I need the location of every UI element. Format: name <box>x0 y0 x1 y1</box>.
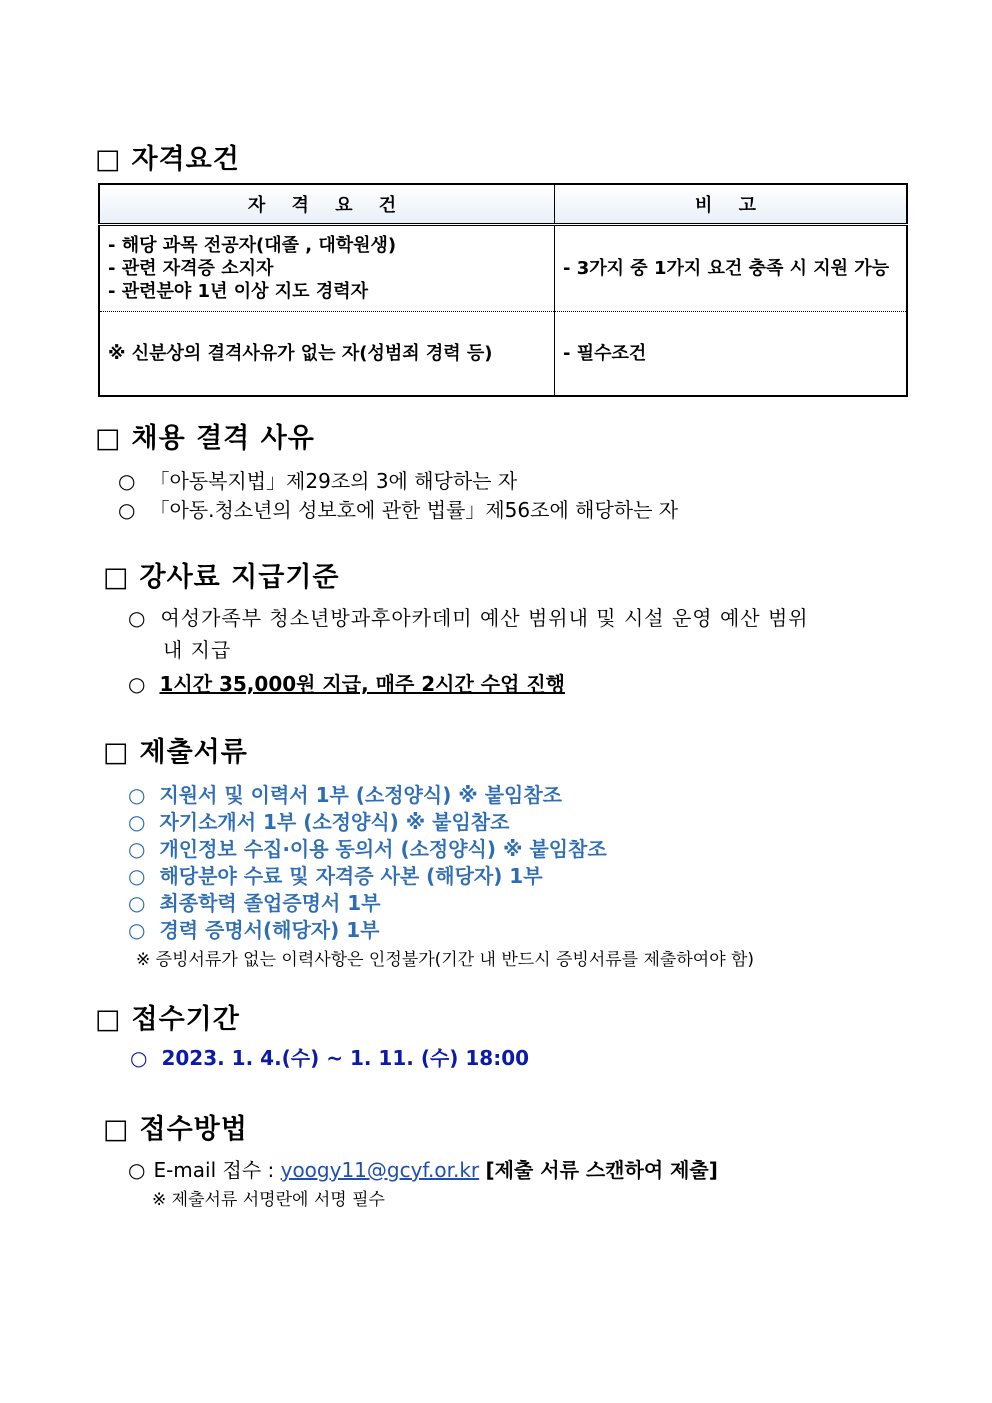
section-title-disqualification: □ 채용 결격 사유 <box>95 423 315 454</box>
checkbox-icon: □ <box>103 737 130 768</box>
circle-bullet-icon: ○ <box>118 498 136 522</box>
circle-bullet-icon: ○ <box>130 1046 148 1070</box>
list-item: ○ 개인정보 수집·이용 동의서 (소정양식) ※ 붙임참조 <box>128 837 607 861</box>
circle-bullet-icon: ○ <box>128 837 146 861</box>
list-item: ○ 지원서 및 이력서 1부 (소정양식) ※ 붙임참조 <box>128 783 562 807</box>
section-title-method: □ 접수방법 <box>103 1114 248 1145</box>
requirements-cell: - 해당 과목 전공자(대졸 , 대학원생) - 관련 자격증 소지자 - 관련분야 1년 이상 지도 경력자 <box>99 225 555 312</box>
checkbox-icon: □ <box>103 562 130 593</box>
list-item: ○ 자기소개서 1부 (소정양식) ※ 붙임참조 <box>128 810 510 834</box>
qualifications-table <box>98 183 908 397</box>
circle-bullet-icon: ○ <box>128 891 146 915</box>
checkbox-icon: □ <box>95 423 122 454</box>
list-item-continuation: 내 지급 <box>163 638 232 662</box>
circle-bullet-icon: ○ <box>118 469 136 493</box>
checkbox-icon: □ <box>95 1004 122 1035</box>
section-title-qualifications: □ 자격요건 <box>95 144 240 175</box>
list-item: ○ 「아동복지법」제29조의 3에 해당하는 자 <box>118 469 518 493</box>
section-title-documents: □ 제출서류 <box>103 737 248 768</box>
note-cell: - 필수조건 <box>563 343 647 364</box>
documents-note: ※ 증빙서류가 없는 이력사항은 인정불가(기간 내 반드시 증빙서류를 제출하여야 함) <box>136 950 755 970</box>
list-item: ○ 경력 증명서(해당자) 1부 <box>128 918 380 942</box>
checkbox-icon: □ <box>103 1114 130 1145</box>
circle-bullet-icon: ○ <box>128 810 146 834</box>
list-item: ○ 「아동.청소년의 성보호에 관한 법률」제56조에 해당하는 자 <box>118 498 679 522</box>
circle-bullet-icon: ○ <box>128 672 146 696</box>
method-note: ※ 제출서류 서명란에 서명 필수 <box>152 1190 385 1210</box>
period-value: ○ 2023. 1. 4.(수) ~ 1. 11. (수) 18:00 <box>130 1046 530 1070</box>
checkbox-icon: □ <box>95 144 122 175</box>
section-title-fee: □ 강사료 지급기준 <box>103 562 340 593</box>
email-link[interactable]: yoogy11@gcyf.or.kr <box>280 1158 480 1182</box>
circle-bullet-icon: ○ <box>128 918 146 942</box>
method-line: ○ E-mail 접수 : yoogy11@gcyf.or.kr [제출 서류 스캔하여 제출] <box>128 1158 718 1182</box>
table-row <box>99 312 907 397</box>
list-item: ○ 해당분야 수료 및 자격증 사본 (해당자) 1부 <box>128 864 543 888</box>
requirements-cell: ※ 신분상의 결격사유가 없는 자(성범죄 경력 등) <box>99 312 555 397</box>
table-row <box>99 225 907 312</box>
header-notes: 비 고 <box>555 184 908 225</box>
circle-bullet-icon: ○ <box>128 864 146 888</box>
note-cell: - 3가지 중 1가지 요건 충족 시 지원 가능 <box>555 225 908 312</box>
circle-bullet-icon: ○ <box>128 783 146 807</box>
circle-bullet-icon: ○ <box>128 1158 146 1182</box>
list-item: ○ 1시간 35,000원 지급, 매주 2시간 수업 진행 <box>128 672 565 696</box>
header-requirements: 자 격 요 건 <box>99 184 555 225</box>
circle-bullet-icon: ○ <box>128 606 147 630</box>
table-header-row <box>99 184 907 225</box>
list-item: ○ 여성가족부 청소년방과후아카데미 예산 범위내 및 시설 운영 예산 범위 <box>128 606 809 630</box>
list-item: ○ 최종학력 졸업증명서 1부 <box>128 891 381 915</box>
section-title-period: □ 접수기간 <box>95 1004 240 1035</box>
